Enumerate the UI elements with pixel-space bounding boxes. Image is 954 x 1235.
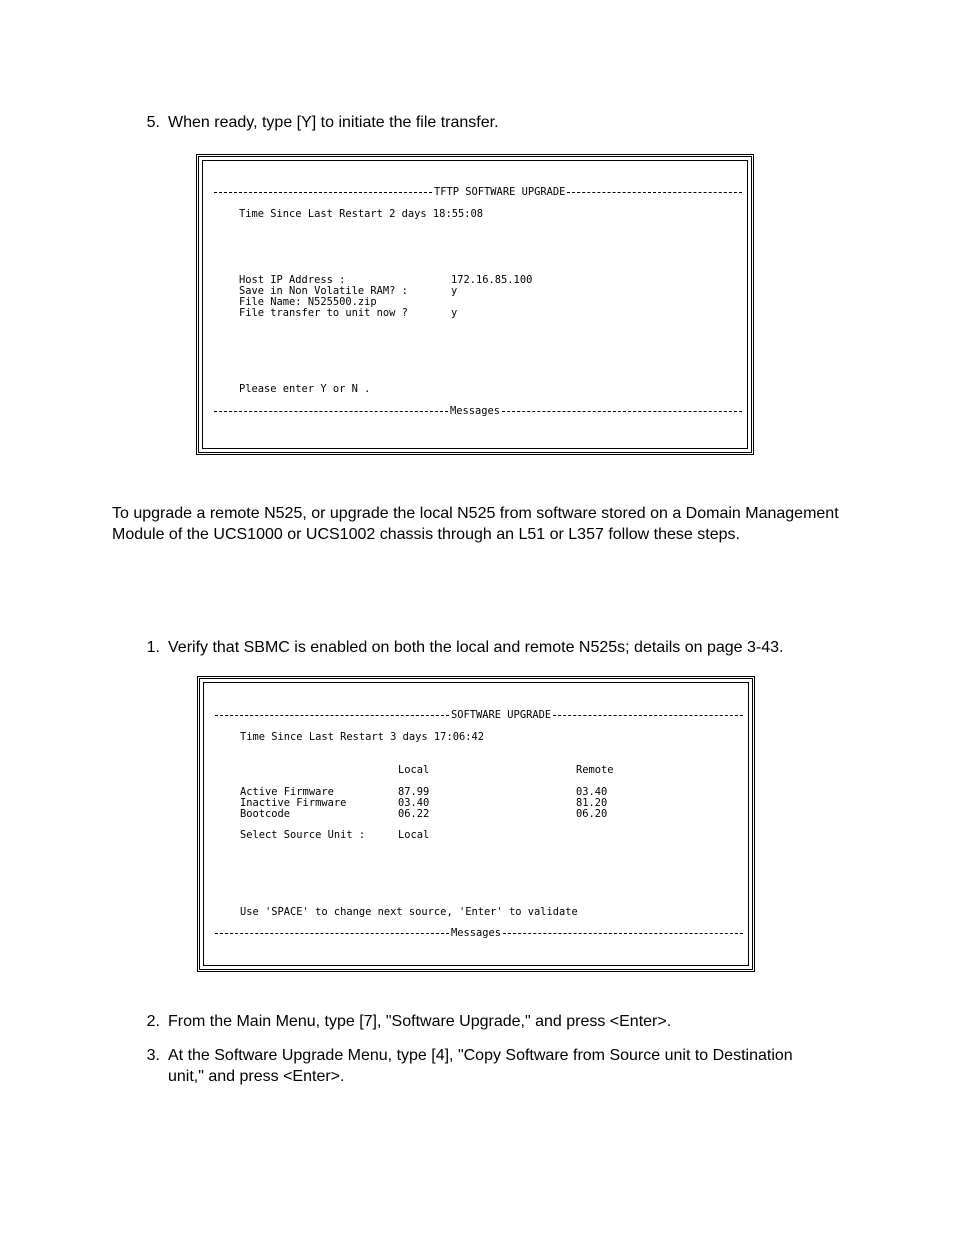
step-text: When ready, type [Y] to initiate the file transfer.	[168, 114, 499, 131]
host-ip-value: 172.16.85.100	[451, 274, 533, 286]
step-3	[140, 1045, 860, 1089]
row-label: Bootcode	[240, 808, 291, 820]
step-text: Verify that SBMC is enabled on both the local and remote N525s; details on page 3-43.	[168, 639, 784, 656]
step-5	[140, 112, 840, 134]
step-text-continued: unit," and press <Enter>.	[168, 1068, 345, 1085]
step-number: 2.	[146, 1013, 160, 1030]
file-name-label: File Name: N525500.zip	[239, 296, 377, 308]
screen-title: SOFTWARE UPGRADE	[451, 709, 552, 721]
step-text: From the Main Menu, type [7], "Software Upgrade," and press <Enter>.	[168, 1013, 672, 1030]
column-header-local: Local	[398, 764, 430, 776]
messages-label: Messages	[450, 405, 501, 417]
step-1	[140, 637, 860, 659]
screen-frame	[203, 682, 749, 966]
save-nvram-value: y	[451, 285, 458, 297]
messages-rule	[215, 928, 743, 939]
row-label: Active Firmware	[240, 786, 334, 798]
transfer-label: File transfer to unit now ?	[239, 307, 408, 319]
messages-label: Messages	[451, 927, 502, 939]
hint-text: Use 'SPACE' to change next source, 'Enter' to validate	[240, 906, 578, 918]
software-upgrade-screen	[197, 676, 755, 972]
transfer-value: y	[451, 307, 458, 319]
column-header-remote: Remote	[576, 764, 614, 776]
step-number: 5.	[146, 114, 160, 131]
step-number: 3.	[146, 1047, 160, 1064]
row-local-value: 06.22	[398, 808, 430, 820]
uptime-text: Time Since Last Restart 3 days 17:06:42	[240, 731, 484, 743]
row-remote-value: 03.40	[576, 786, 608, 798]
step-text: At the Software Upgrade Menu, type [4], "Copy Software from Source unit to Destination	[168, 1047, 793, 1064]
messages-rule	[214, 406, 742, 417]
uptime-text: Time Since Last Restart 2 days 18:55:08	[239, 208, 483, 220]
row-local-value: 03.40	[398, 797, 430, 809]
tftp-upgrade-screen	[196, 154, 754, 455]
screen-title: TFTP SOFTWARE UPGRADE	[434, 186, 566, 198]
source-unit-value: Local	[398, 829, 430, 841]
save-nvram-label: Save in Non Volatile RAM? :	[239, 285, 408, 297]
intro-paragraph: To upgrade a remote N525, or upgrade the local N525 from software stored on a Domain Management Module of the UCS1000 or UCS1002 chassis through an L51 or L357 follow these steps.	[112, 505, 839, 543]
prompt-text: Please enter Y or N .	[239, 383, 371, 395]
step-number: 1.	[146, 639, 160, 656]
row-local-value: 87.99	[398, 786, 430, 798]
source-unit-label: Select Source Unit :	[240, 829, 366, 841]
row-remote-value: 81.20	[576, 797, 608, 809]
title-rule	[214, 187, 742, 198]
host-ip-label: Host IP Address :	[239, 274, 346, 286]
row-label: Inactive Firmware	[240, 797, 347, 809]
step-2	[140, 1011, 860, 1033]
row-remote-value: 06.20	[576, 808, 608, 820]
title-rule	[215, 710, 743, 721]
